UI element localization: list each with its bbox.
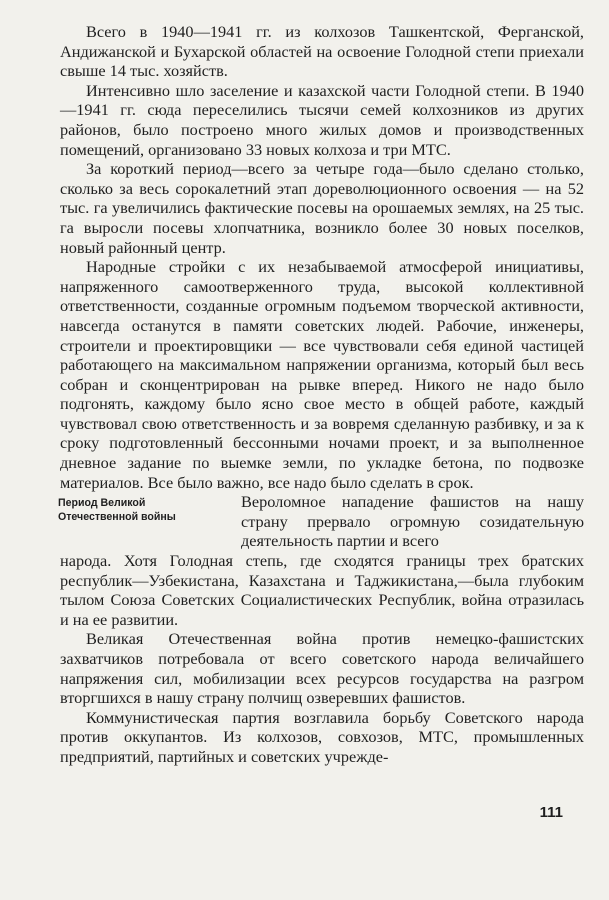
paragraph-four-years: За короткий период—всего за четыре года—было сделано столько, сколько за весь сорокалетний этап дореволюционного освоения — на 52 тыс. га увеличились фактические посевы на орошаемых землях, на 25 тыс. га выросли посевы хлопчатника, возникло более 30 новых поселков, новый районный центр. (60, 159, 584, 257)
paragraph-great-patriotic-war: Великая Отечественная война против немецко-фашистских захватчиков потребовала от всего советского народа величайшего напряжения сил, мобилизации всех ресурсов государства на разгром вторгшихся в нашу страну полчищ озверевших фашистов. (60, 629, 584, 708)
page-body (60, 22, 584, 767)
page-number: 111 (539, 804, 563, 821)
paragraph-construction: Народные стройки с их незабываемой атмосферой инициативы, напряженного самоотверженного труда, высокой коллективной ответственности, созданные огромным подъемом творческой активности, навсегда останутся в памяти советских людей. Рабочие, инженеры, строители и проектировщики — все чувствовали себя единой частицей работающего на максимальном напряжении организма, который был весь собран и сконцентрирован на рывке вперед. Никого не надо было подгонять, каждому было ясно свое место в общей работе, каждый чувствовал свою ответственность и за вовремя сделанную разбивку, и за к сроку подготовленный бессонными ночами проект, и за выполненное дневное задание по выемке земли, по укладке бетона, по подвозке материалов. Все было важно, все надо было сделать в срок. (60, 257, 584, 492)
paragraph-kazakh-part: Интенсивно шло заселение и казахской части Голодной степи. В 1940—1941 гг. сюда переселились тысячи семей колхозников из других районов, было построено много жилых домов и производственных помещений, организовано 33 новых колхоза и три МТС. (60, 80, 584, 159)
paragraph-communist-party: Коммунистическая партия возглавила борьбу Советского народа против оккупантов. Из колхозов, совхозов, МТС, промышленных предприятий, партийных и советских учрежде- (60, 707, 584, 766)
paragraph-war-start-first-lines: Вероломное нападение фашистов на нашу страну прервало огромную созидательную деятельность партии и всего (241, 492, 584, 551)
paragraph-settlers: Всего в 1940—1941 гг. из колхозов Ташкентской, Ферганской, Андижанской и Бухарской областей на освоение Голодной степи приехали свыше 14 тыс. хозяйств. (60, 22, 584, 81)
paragraph-war-start-rest: народа. Хотя Голодная степь, где сходятся границы трех братских республик—Узбекистана, Казахстана и Таджикистана,—была глубоким тылом Союза Советских Социалистических Республик, война отразилась и на ее развитии. (60, 551, 584, 629)
war-section (60, 492, 584, 629)
section-heading: Период Великой Отечественной войны (58, 497, 176, 524)
